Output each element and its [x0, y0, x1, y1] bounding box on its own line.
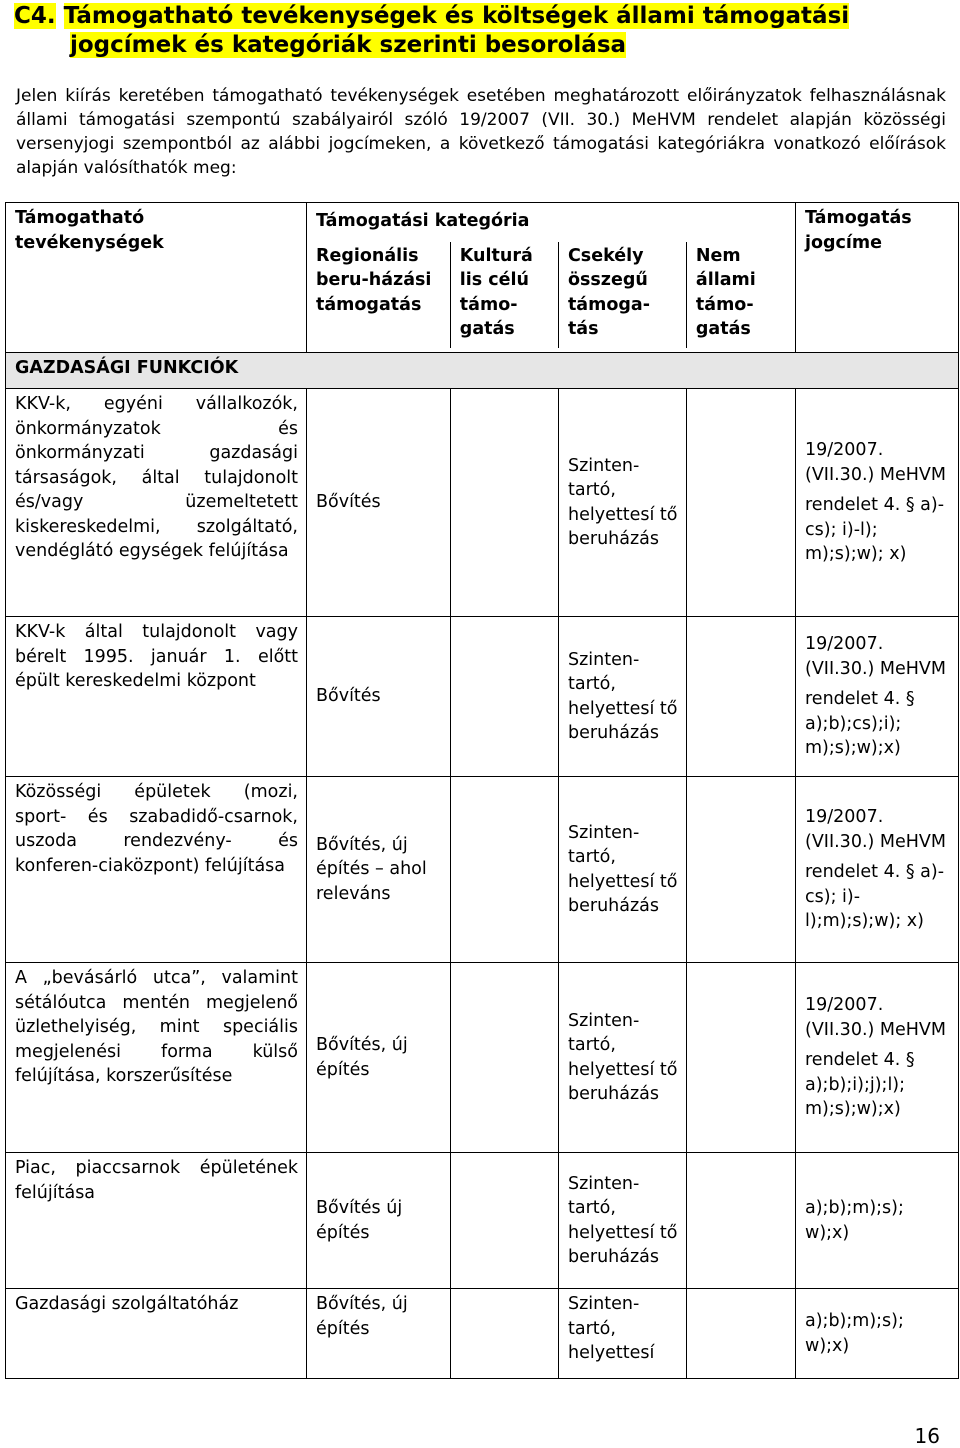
row-legal-basis: 19/2007. (VII.30.) MeHVM rendelet 4. § a)-cs); i)-l); m);s);w); x): [796, 389, 959, 617]
title-line1: Támogatható tevékenységek és költségek állami támogatási: [63, 3, 850, 29]
row-legal-basis: 19/2007. (VII.30.) MeHVM rendelet 4. § a)-cs); i)-l);m);s);w); x): [796, 777, 959, 963]
row-cultural: [451, 389, 559, 617]
row-nonstate: [687, 389, 796, 617]
page-number: 16: [914, 1424, 940, 1448]
header-cultural: Kulturá lis célú támo-gatás: [450, 242, 558, 348]
header-regional: Regionális beru-házási támogatás: [316, 245, 432, 315]
row-deminimis: Szinten-tartó, helyettesí tő beruházás: [559, 963, 687, 1153]
row-nonstate: [687, 963, 796, 1153]
row-nonstate: [687, 1289, 796, 1379]
header-deminimis: Csekély összegű támoga-tás: [558, 242, 686, 348]
row-activity: Közösségi épületek (mozi, sport- és szabadidő-csarnok, uszoda rendezvény- és konferen-ciaközpont) felújítása: [6, 777, 307, 963]
row-legal-basis: a);b);m);s); w);x): [796, 1153, 959, 1289]
row-cultural: [451, 777, 559, 963]
row-cultural: [451, 1153, 559, 1289]
row-legal-basis: 19/2007. (VII.30.) MeHVM rendelet 4. § a);b);cs);i); m);s);w);x): [796, 617, 959, 777]
row-cultural: [451, 1289, 559, 1379]
section-heading: GAZDASÁGI FUNKCIÓK: [6, 353, 959, 389]
row-legal-basis: 19/2007. (VII.30.) MeHVM rendelet 4. § a);b);i);j);l); m);s);w);x): [796, 963, 959, 1153]
table-row: [6, 389, 959, 617]
row-deminimis: Szinten-tartó, helyettesí: [559, 1289, 687, 1379]
row-regional: Bővítés, új építés: [307, 1289, 451, 1379]
table-row: [6, 617, 959, 777]
row-activity: A „bevásárló utca”, valamint sétálóutca mentén megjelenő üzlethelyiség, mint speciális megjelenési forma külső felújítása, korszerűsítése: [6, 963, 307, 1153]
row-activity: Gazdasági szolgáltatóház: [6, 1289, 307, 1379]
table-row: [6, 963, 959, 1153]
title-line2: jogcímek és kategóriák szerinti besorolása: [70, 32, 627, 58]
row-regional: Bővítés: [307, 389, 451, 617]
header-activities: Támogatható tevékenységek: [6, 203, 307, 353]
row-nonstate: [687, 617, 796, 777]
row-regional: Bővítés, új építés: [307, 963, 451, 1153]
row-nonstate: [687, 777, 796, 963]
table-row: [6, 1153, 959, 1289]
row-cultural: [451, 963, 559, 1153]
row-nonstate: [687, 1153, 796, 1289]
classification-table: [5, 202, 959, 1379]
intro-paragraph: Jelen kiírás keretében támogatható tevékenységek esetében meghatározott előirányzatok felhasználásnak állami támogatási szempontú szabályairól szóló 19/2007 (VII. 30.) MeHVM rendelet alapján közösségi versenyjogi szempontból az alábbi jogcímeken, a következő támogatási kategóriákra vonatkozó előírások alapján valósíthatók meg:: [16, 86, 946, 178]
header-legal-basis: Támogatás jogcíme: [796, 203, 959, 353]
row-cultural: [451, 617, 559, 777]
header-category-group: [307, 203, 796, 353]
row-deminimis: Szinten-tartó, helyettesí tő beruházás: [559, 1153, 687, 1289]
row-regional: Bővítés, új építés – ahol releváns: [307, 777, 451, 963]
row-regional: Bővítés: [307, 617, 451, 777]
row-activity: KKV-k által tulajdonolt vagy bérelt 1995. január 1. előtt épült kereskedelmi központ: [6, 617, 307, 777]
table-row: [6, 1289, 959, 1379]
row-legal-basis: a);b);m);s); w);x): [796, 1289, 959, 1379]
title-number: C4.: [14, 3, 56, 29]
row-deminimis: Szinten-tartó, helyettesí tő beruházás: [559, 777, 687, 963]
row-activity: KKV-k, egyéni vállalkozók, önkormányzatok és önkormányzati gazdasági társaságok, által tulajdonolt és/vagy üzemeltetett kiskereskedelmi, szolgáltató, vendéglátó egységek felújítása: [6, 389, 307, 617]
row-deminimis: Szinten-tartó, helyettesí tő beruházás: [559, 617, 687, 777]
page-title: [14, 2, 946, 60]
table-row: [6, 777, 959, 963]
row-deminimis: Szinten-tartó, helyettesí tő beruházás: [559, 389, 687, 617]
row-regional: Bővítés új építés: [307, 1153, 451, 1289]
row-activity: Piac, piaccsarnok épületének felújítása: [6, 1153, 307, 1289]
header-nonstate: Nem állami támo-gatás: [686, 242, 795, 348]
header-category-title: Támogatási kategória: [316, 211, 530, 231]
